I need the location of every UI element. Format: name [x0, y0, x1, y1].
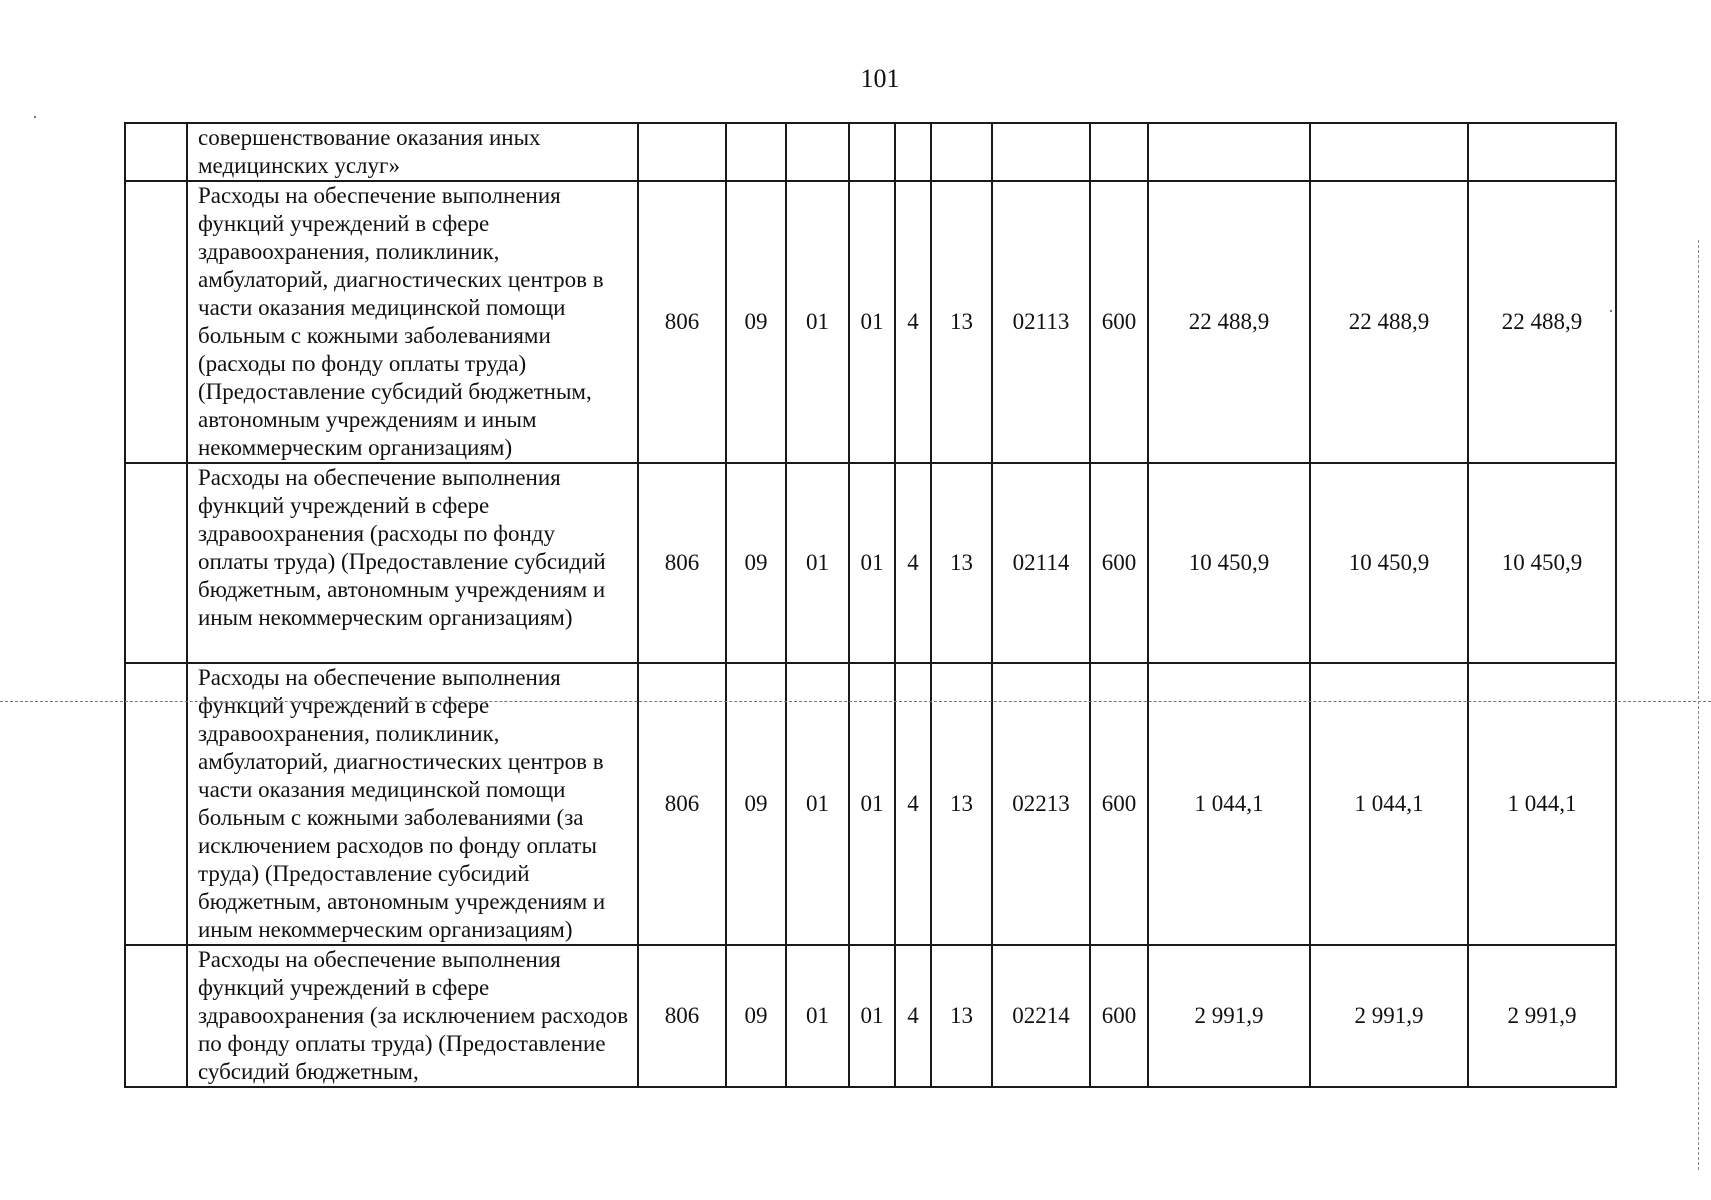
vid-cell: 600 [1090, 945, 1148, 1087]
podrazdel-cell: 01 [786, 945, 849, 1087]
sum-cell-1: 22 488,9 [1148, 181, 1310, 463]
scan-edge-line [1698, 240, 1699, 1170]
code-cell-4: 02213 [992, 663, 1090, 945]
code-cell-1: 01 [849, 663, 895, 945]
sum-cell-2: 2 991,9 [1310, 945, 1468, 1087]
podrazdel-cell: 01 [786, 663, 849, 945]
description-cell: совершенствование оказания иных медицинских услуг» [187, 123, 638, 181]
description-cell: Расходы на обеспечение выполнения функций учреждений в сфере здравоохранения, поликлиник, амбулаторий, диагностических центров в части оказания медицинской помощи больным с кожными заболеваниями (за исключением расходов по фонду оплаты труда) (Предоставление субсидий бюджетным, автономным учреждениям и иным некоммерческим организациям) [187, 663, 638, 945]
razdel-cell: 09 [726, 181, 786, 463]
vid-cell [1090, 123, 1148, 181]
code-cell-1: 01 [849, 463, 895, 663]
code-cell-3: 13 [931, 463, 992, 663]
sum-cell-1 [1148, 123, 1310, 181]
table-row [125, 181, 1616, 463]
row-number-cell [125, 123, 187, 181]
code-cell-4: 02214 [992, 945, 1090, 1087]
scan-speck [1610, 310, 1612, 312]
vid-cell: 600 [1090, 463, 1148, 663]
code-cell-4 [992, 123, 1090, 181]
table-row [125, 663, 1616, 945]
code-cell-4: 02114 [992, 463, 1090, 663]
sum-cell-3: 2 991,9 [1468, 945, 1616, 1087]
code-cell-3: 13 [931, 945, 992, 1087]
code-cell-3 [931, 123, 992, 181]
row-number-cell [125, 663, 187, 945]
ved-cell: 806 [638, 463, 726, 663]
razdel-cell: 09 [726, 663, 786, 945]
ved-cell: 806 [638, 181, 726, 463]
table-row [125, 945, 1616, 1087]
row-number-cell [125, 463, 187, 663]
sum-cell-2: 1 044,1 [1310, 663, 1468, 945]
sum-cell-2 [1310, 123, 1468, 181]
page-number: 101 [860, 64, 900, 93]
description-cell: Расходы на обеспечение выполнения функций учреждений в сфере здравоохранения (расходы по фонду оплаты труда) (Предоставление субсидий бюджетным, автономным учреждениям и иным некоммерческим организациям) [187, 463, 638, 663]
description-cell: Расходы на обеспечение выполнения функций учреждений в сфере здравоохранения (за исключением расходов по фонду оплаты труда) (Предоставление субсидий бюджетным, [187, 945, 638, 1087]
code-cell-1 [849, 123, 895, 181]
ved-cell: 806 [638, 945, 726, 1087]
table-row [125, 123, 1616, 181]
scan-fold-line [0, 701, 1711, 702]
code-cell-1: 01 [849, 181, 895, 463]
sum-cell-1: 10 450,9 [1148, 463, 1310, 663]
budget-table [124, 122, 1617, 1088]
description-cell: Расходы на обеспечение выполнения функций учреждений в сфере здравоохранения, поликлиник, амбулаторий, диагностических центров в части оказания медицинской помощи больным с кожными заболеваниями (расходы по фонду оплаты труда) (Предоставление субсидий бюджетным, автономным учреждениям и иным некоммерческим организациям) [187, 181, 638, 463]
row-number-cell [125, 945, 187, 1087]
razdel-cell: 09 [726, 945, 786, 1087]
code-cell-3: 13 [931, 181, 992, 463]
podrazdel-cell [786, 123, 849, 181]
code-cell-2: 4 [895, 181, 931, 463]
row-number-cell [125, 181, 187, 463]
vid-cell: 600 [1090, 663, 1148, 945]
table-row [125, 463, 1616, 663]
podrazdel-cell: 01 [786, 463, 849, 663]
sum-cell-3: 1 044,1 [1468, 663, 1616, 945]
sum-cell-3: 10 450,9 [1468, 463, 1616, 663]
sum-cell-1: 1 044,1 [1148, 663, 1310, 945]
code-cell-1: 01 [849, 945, 895, 1087]
razdel-cell [726, 123, 786, 181]
code-cell-4: 02113 [992, 181, 1090, 463]
podrazdel-cell: 01 [786, 181, 849, 463]
code-cell-3: 13 [931, 663, 992, 945]
sum-cell-2: 22 488,9 [1310, 181, 1468, 463]
code-cell-2: 4 [895, 945, 931, 1087]
code-cell-2 [895, 123, 931, 181]
sum-cell-3 [1468, 123, 1616, 181]
vid-cell: 600 [1090, 181, 1148, 463]
code-cell-2: 4 [895, 663, 931, 945]
sum-cell-3: 22 488,9 [1468, 181, 1616, 463]
ved-cell [638, 123, 726, 181]
sum-cell-2: 10 450,9 [1310, 463, 1468, 663]
razdel-cell: 09 [726, 463, 786, 663]
ved-cell: 806 [638, 663, 726, 945]
sum-cell-1: 2 991,9 [1148, 945, 1310, 1087]
scan-speck [34, 116, 36, 118]
code-cell-2: 4 [895, 463, 931, 663]
